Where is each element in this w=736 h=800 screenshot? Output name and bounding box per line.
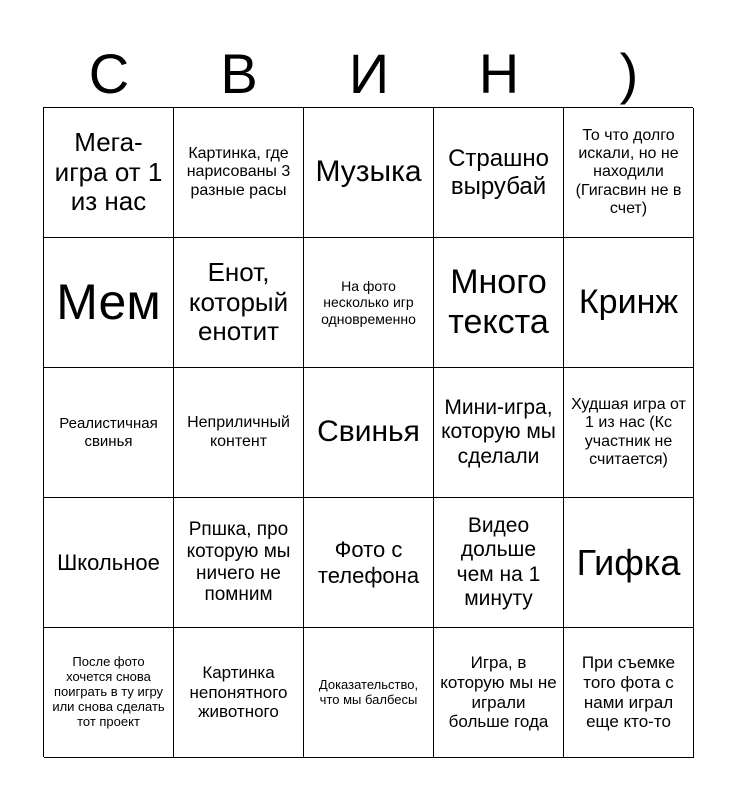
bingo-cell[interactable]	[434, 368, 564, 498]
bingo-cell-text: Мега-игра от 1 из нас	[54, 126, 163, 217]
bingo-cell[interactable]	[564, 108, 694, 238]
bingo-cell-text: Видео дольше чем на 1 минуту	[456, 514, 541, 610]
header-letter-5: )	[619, 42, 639, 105]
bingo-cell-text: Школьное	[57, 549, 160, 575]
bingo-cell-text: Фото с телефона	[317, 537, 420, 588]
bingo-cell-text: Мем	[56, 273, 161, 330]
header-letter-1: С	[88, 42, 130, 105]
header-letter-3: И	[348, 42, 390, 105]
bingo-cell-text: Страшно вырубай	[448, 144, 549, 200]
bingo-cell-text: Худшая игра от 1 из нас (Кс участник не считается)	[571, 395, 686, 468]
bingo-cell[interactable]	[44, 108, 174, 238]
bingo-cell[interactable]	[304, 628, 434, 758]
bingo-cell[interactable]	[434, 238, 564, 368]
bingo-board	[43, 107, 693, 757]
header-letter-4: Н	[478, 42, 520, 105]
bingo-cell-text: При съемке того фота с нами играл еще кто-то	[581, 653, 676, 732]
bingo-cell[interactable]	[44, 238, 174, 368]
bingo-cell-text: Картинка непонятного животного	[189, 663, 288, 722]
bingo-cell-text: Неприличный контент	[187, 414, 290, 450]
bingo-cell-text: Картинка, где нарисованы 3 разные расы	[186, 144, 291, 199]
bingo-header	[44, 40, 694, 108]
bingo-cell[interactable]	[174, 108, 304, 238]
bingo-cell[interactable]	[564, 628, 694, 758]
bingo-cell[interactable]	[44, 628, 174, 758]
bingo-cell-text: Доказательство, что мы балбесы	[318, 676, 419, 707]
bingo-cell[interactable]	[174, 368, 304, 498]
bingo-cell-text: Реалистичная свинья	[59, 415, 158, 450]
bingo-cell-text: Гифка	[576, 541, 681, 583]
bingo-cell-text: Кринж	[578, 282, 679, 321]
bingo-cell-text: Енот, который енотит	[188, 256, 289, 347]
bingo-cell[interactable]	[564, 238, 694, 368]
bingo-cell[interactable]	[434, 628, 564, 758]
bingo-cell[interactable]	[304, 498, 434, 628]
bingo-cell[interactable]	[174, 498, 304, 628]
bingo-cell[interactable]	[564, 368, 694, 498]
bingo-cell[interactable]	[304, 238, 434, 368]
bingo-cell[interactable]	[304, 368, 434, 498]
bingo-cell-text: Свинья	[317, 415, 420, 449]
bingo-cell[interactable]	[44, 368, 174, 498]
bingo-cell-text: На фото несколько игр одновременно	[321, 278, 416, 327]
bingo-cell-text: Мини-игра, которую мы сделали	[441, 396, 556, 468]
bingo-cell-text: То что долго искали, но не находили (Гигасвин не в счет)	[575, 126, 682, 218]
bingo-cell-text: Игра, в которую мы не играли больше года	[440, 653, 557, 732]
bingo-cell[interactable]	[174, 238, 304, 368]
bingo-cell-text: Рпшка, про которую мы ничего не помним	[186, 518, 291, 606]
bingo-cell[interactable]	[434, 498, 564, 628]
bingo-cell-text: Музыка	[315, 155, 422, 189]
bingo-cell-text: Много текста	[448, 263, 549, 341]
bingo-cell[interactable]	[174, 628, 304, 758]
header-letter-2: В	[220, 42, 258, 105]
bingo-cell[interactable]	[44, 498, 174, 628]
bingo-cell[interactable]	[564, 498, 694, 628]
bingo-cell[interactable]	[304, 108, 434, 238]
bingo-cell-text: После фото хочется снова поиграть в ту игру или снова сделать тот проект	[52, 654, 165, 729]
bingo-cell[interactable]	[434, 108, 564, 238]
